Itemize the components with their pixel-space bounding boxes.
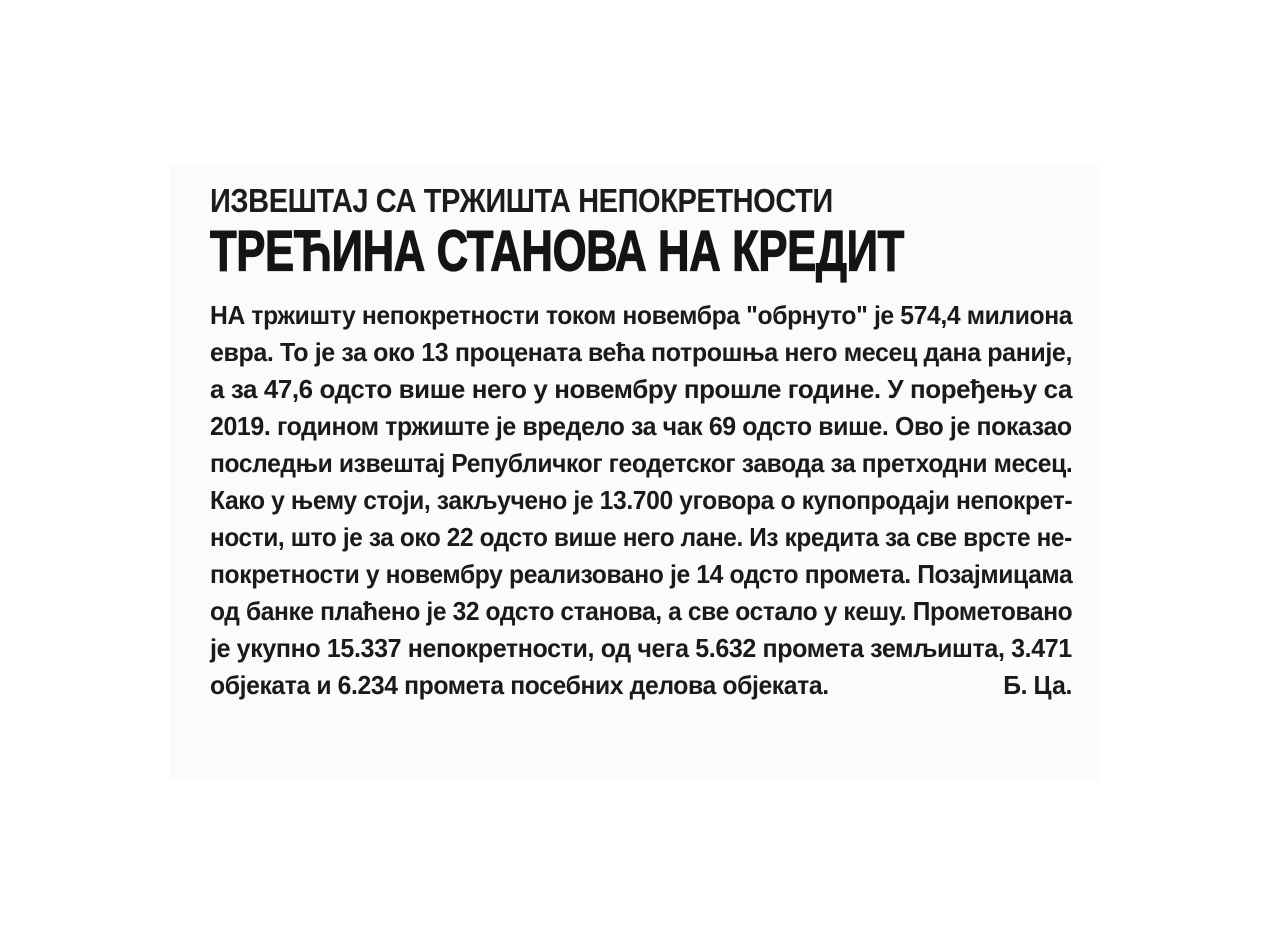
body-line: је укупно 15.337 непокретности, од чега 5.632 промета земљишта, 3.471 <box>210 633 1072 663</box>
body-line: од банке плаћено је 32 одсто станова, а све остало у кешу. Прометовано <box>210 596 1073 626</box>
body-line: а за 47,6 одсто више него у новембру прошле године. У поређењу са <box>210 374 1072 404</box>
body-line: НА тржишту непокретности током новембра "обрнуто" је 574,4 милиона <box>210 300 1073 330</box>
body-line: Како у њему стоји, закључено је 13.700 уговора о купопродаји непокрет- <box>210 485 1073 515</box>
article-kicker: ИЗВЕШТАЈ СА ТРЖИШТА НЕПОКРЕТНОСТИ <box>210 182 833 219</box>
body-line: последњи извештај Републичког геодетског завода за претходни месец. <box>210 448 1073 478</box>
body-line-final <box>210 667 1072 704</box>
article <box>210 182 1072 704</box>
body-line: евра. То је за око 13 процената већа потрошња него месец дана раније, <box>210 337 1073 367</box>
body-line: 2019. годином тржиште је вредело за чак 69 одсто више. Ово је показао <box>210 411 1072 441</box>
body-line-final-text: објеката и 6.234 промета посебних делова објеката. <box>210 670 829 700</box>
body-line: покретности у новембру реализовано је 14 одсто промета. Позајмицама <box>210 559 1073 589</box>
author-byline: Б. Ца. <box>1003 670 1072 700</box>
body-line: ности, што је за око 22 одсто више него лане. Из кредита за све врсте не- <box>210 522 1072 552</box>
article-headline: ТРЕЋИНА СТАНОВА НА КРЕДИТ <box>210 218 904 283</box>
article-body <box>210 297 1072 704</box>
